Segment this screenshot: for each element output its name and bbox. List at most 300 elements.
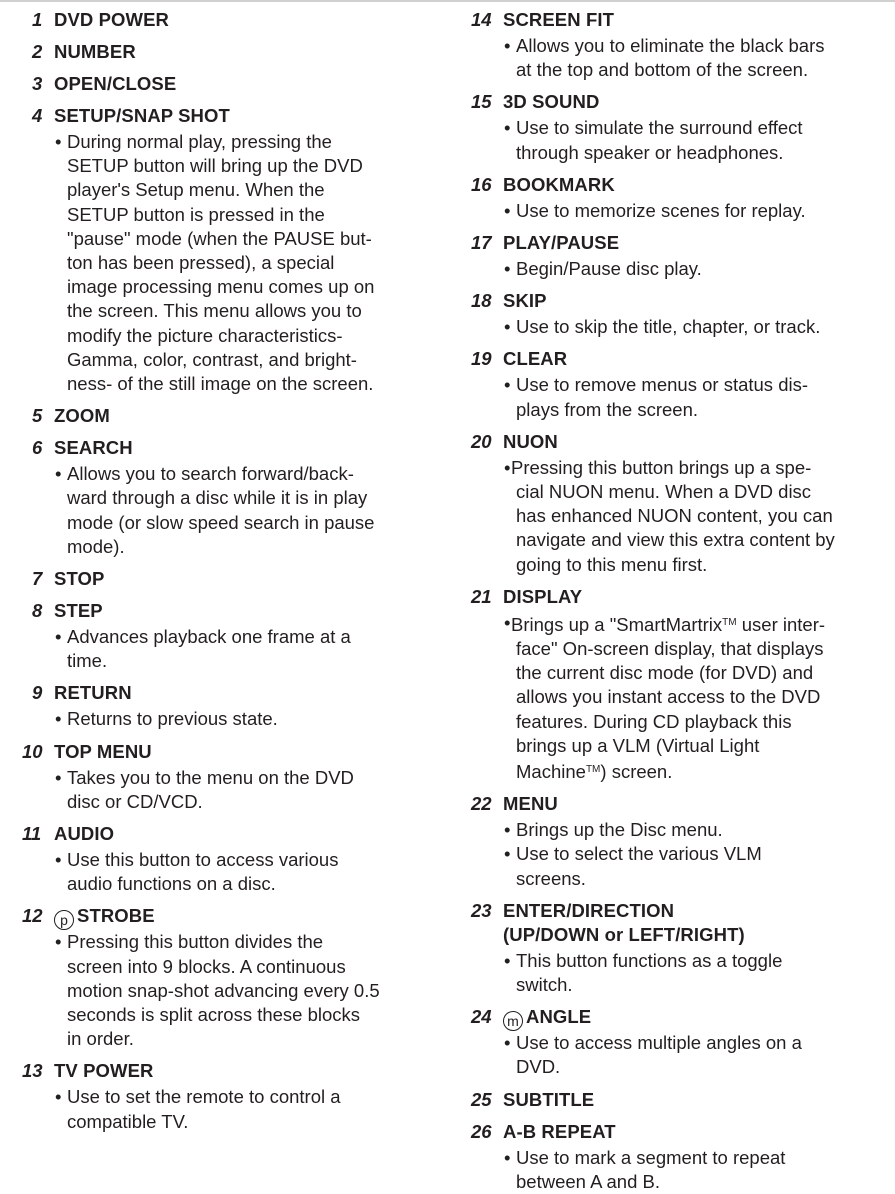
bullet-icon: •	[55, 626, 62, 648]
description-line	[481, 1031, 895, 1055]
entry-heading	[471, 899, 895, 947]
description-text	[67, 707, 442, 731]
description-text-part: Allows you to search forward/back-	[67, 463, 354, 485]
entry-heading	[32, 104, 442, 128]
description-text	[516, 758, 895, 784]
description-text-part: through speaker or headphones.	[516, 141, 784, 163]
description-line	[32, 649, 442, 673]
description-line	[481, 661, 895, 685]
description-line	[481, 58, 895, 82]
button-name: TV POWER	[54, 1060, 154, 1082]
description-text-part: Advances playback one frame at a	[67, 626, 351, 648]
control-entry	[32, 8, 442, 32]
description-text	[516, 1146, 895, 1170]
description-line	[32, 766, 442, 790]
bullet-icon: •	[55, 766, 62, 788]
description-line	[481, 528, 895, 552]
description-line	[481, 818, 895, 842]
description-text-part: modify the picture characteristics-	[67, 324, 343, 346]
entry-number: 5	[32, 405, 43, 427]
description-text	[516, 1031, 895, 1055]
description-line	[481, 1170, 895, 1194]
button-name-continued: (UP/DOWN or LEFT/RIGHT)	[503, 923, 745, 945]
button-name: SETUP/SNAP SHOT	[54, 105, 230, 126]
entry-number: 4	[32, 105, 43, 126]
entry-heading	[471, 8, 895, 32]
description-text-part: compatible TV.	[67, 1110, 189, 1132]
description-line	[481, 373, 895, 397]
description-text-part: Machine	[516, 761, 586, 783]
entry-number: 12	[22, 905, 43, 927]
description-line	[481, 456, 895, 480]
description-text-part: player's Setup menu. When the	[67, 179, 325, 201]
description-text-part: cial NUON menu. When a DVD disc	[516, 481, 812, 503]
description-text	[67, 178, 442, 202]
description-line	[32, 486, 442, 510]
description-text-part: brings up a VLM (Virtual Light	[516, 734, 760, 756]
entry-number: 21	[471, 585, 492, 607]
entry-heading	[32, 404, 442, 428]
description-text	[516, 199, 895, 223]
entry-heading	[22, 904, 442, 929]
control-entry	[22, 740, 442, 814]
description-text	[516, 373, 895, 397]
description-text-part: seconds is split across these blocks	[67, 1004, 361, 1026]
description-text	[511, 611, 895, 637]
control-entry	[471, 1088, 895, 1112]
description-line	[32, 790, 442, 814]
bullet-icon: •	[55, 131, 62, 152]
entry-heading	[22, 740, 442, 764]
description-text-part: Returns to previous state.	[67, 708, 278, 730]
description-text	[67, 1027, 442, 1051]
description-line	[32, 348, 442, 372]
button-name: OPEN/CLOSE	[54, 73, 177, 94]
control-entry	[22, 1059, 442, 1133]
control-entry	[32, 681, 442, 731]
entry-heading	[471, 585, 895, 609]
control-entry	[471, 8, 895, 82]
description-line	[32, 1085, 442, 1109]
control-entry	[32, 599, 442, 673]
entry-heading	[32, 436, 442, 460]
description-line	[32, 203, 442, 227]
description-line	[481, 34, 895, 58]
description-text	[516, 842, 895, 866]
description-text-part: ton has been pressed), a special	[67, 252, 335, 274]
control-entry	[471, 347, 895, 421]
bullet-icon: •	[504, 35, 511, 56]
description-text	[67, 251, 442, 275]
entry-number: 24	[471, 1006, 492, 1028]
description-text-part: mode).	[67, 535, 125, 557]
entry-heading	[471, 1088, 895, 1112]
description-text	[516, 257, 895, 281]
bullet-icon: •	[504, 1146, 511, 1168]
description-line	[481, 398, 895, 422]
description-text-part: Use to memorize scenes for replay.	[516, 199, 806, 221]
description-text-part: motion snap-shot advancing every 0.5	[67, 979, 380, 1001]
description-text-part: allows you instant access to the DVD	[516, 686, 821, 708]
description-line	[32, 299, 442, 323]
button-name: SKIP	[503, 290, 547, 312]
description-text-part: Allows you to eliminate the black bars	[516, 35, 825, 56]
description-line	[481, 637, 895, 661]
m-circle-icon: m	[503, 1011, 523, 1031]
description-text	[67, 154, 442, 178]
button-name: SEARCH	[54, 437, 133, 459]
description-line	[481, 611, 895, 637]
description-line	[32, 275, 442, 299]
description-line	[481, 949, 895, 973]
button-name: RETURN	[54, 682, 132, 704]
bullet-icon: •	[504, 949, 511, 971]
description-text-part: switch.	[516, 974, 573, 996]
description-text	[516, 637, 895, 661]
description-text	[516, 973, 895, 997]
bullet-icon: •	[504, 258, 511, 280]
description-text	[67, 203, 442, 227]
description-text	[516, 480, 895, 504]
entry-heading	[471, 430, 895, 454]
button-name: STROBE	[77, 905, 155, 927]
entry-number: 15	[471, 91, 492, 113]
description-line	[32, 955, 442, 979]
description-line	[481, 315, 895, 339]
description-line	[481, 480, 895, 504]
control-entry	[22, 822, 442, 896]
control-entry	[32, 404, 442, 428]
description-text-part: ward through a disc while it is in play	[67, 487, 368, 509]
button-name: ZOOM	[54, 405, 110, 427]
bullet-icon: •	[504, 843, 511, 865]
button-name: NUON	[503, 430, 558, 452]
description-line	[32, 872, 442, 896]
button-name: CLEAR	[503, 348, 568, 370]
left-column	[22, 8, 442, 1134]
button-name: NUMBER	[54, 41, 136, 62]
entry-heading	[22, 822, 442, 846]
description-line	[32, 1003, 442, 1027]
description-line	[32, 979, 442, 1003]
description-line	[481, 1146, 895, 1170]
description-text-part: Pressing this button brings up a spe-	[511, 456, 812, 478]
trademark-mark: TM	[722, 616, 737, 628]
description-text	[67, 979, 442, 1003]
description-text-part: the current disc mode (for DVD) and	[516, 662, 814, 684]
description-line	[481, 553, 895, 577]
entry-heading	[32, 681, 442, 705]
description-text-part: at the top and bottom of the screen.	[516, 59, 809, 81]
entry-heading	[471, 347, 895, 371]
control-entry	[22, 904, 442, 1051]
description-text	[516, 504, 895, 528]
description-text	[516, 867, 895, 891]
button-name: STEP	[54, 600, 103, 622]
bullet-icon: •	[504, 819, 511, 841]
description-text	[511, 456, 895, 480]
entry-heading	[22, 1059, 442, 1083]
description-text-part: Use to skip the title, chapter, or track.	[516, 316, 821, 338]
description-line	[481, 141, 895, 165]
description-text	[67, 511, 442, 535]
description-text	[67, 324, 442, 348]
top-rule	[0, 0, 895, 2]
description-line	[32, 511, 442, 535]
description-text	[516, 315, 895, 339]
button-name: A-B REPEAT	[503, 1120, 616, 1142]
entry-heading	[32, 72, 442, 96]
description-text	[516, 528, 895, 552]
description-text-part: image processing menu comes up on	[67, 276, 375, 298]
entry-heading	[471, 90, 895, 114]
description-text	[67, 930, 442, 954]
control-entry	[471, 899, 895, 997]
bullet-icon: •	[55, 463, 62, 485]
entry-heading	[32, 8, 442, 32]
bullet-icon: •	[504, 1032, 511, 1054]
description-text-part: SETUP button is pressed in the	[67, 203, 325, 225]
button-name: ANGLE	[526, 1006, 592, 1028]
control-entry	[471, 231, 895, 281]
description-text-part: ) screen.	[600, 761, 673, 783]
description-text	[67, 625, 442, 649]
entry-number: 13	[22, 1060, 43, 1082]
button-name: AUDIO	[54, 823, 115, 845]
entry-number: 6	[32, 437, 43, 459]
button-name: TOP MENU	[54, 740, 152, 762]
entry-number: 23	[471, 899, 492, 921]
description-text	[67, 955, 442, 979]
description-line	[481, 199, 895, 223]
button-name: BOOKMARK	[503, 173, 615, 195]
entry-heading	[471, 792, 895, 816]
button-name: ENTER/DIRECTION	[503, 899, 675, 921]
entry-number: 9	[32, 682, 43, 704]
description-text	[67, 790, 442, 814]
bullet-icon: •	[55, 849, 62, 871]
button-name: SCREEN FIT	[503, 9, 614, 30]
description-text-part: plays from the screen.	[516, 398, 698, 420]
description-text-part: user inter-	[736, 613, 826, 635]
description-text	[67, 848, 442, 872]
control-entry	[471, 90, 895, 164]
description-text-part: navigate and view this extra content by	[516, 529, 835, 551]
description-text	[67, 535, 442, 559]
entry-number: 10	[22, 740, 43, 762]
description-text-part: features. During CD playback this	[516, 710, 792, 732]
entry-number: 19	[471, 348, 492, 370]
description-line	[481, 758, 895, 784]
description-text	[67, 486, 442, 510]
description-line	[481, 685, 895, 709]
description-text-part: face" On-screen display, that displays	[516, 638, 824, 660]
entry-number: 11	[22, 823, 42, 845]
button-name: 3D SOUND	[503, 91, 600, 113]
description-line	[32, 372, 442, 396]
entry-heading	[471, 289, 895, 313]
description-line	[32, 848, 442, 872]
entry-heading	[471, 173, 895, 197]
p-circle-icon: p	[54, 910, 74, 930]
description-text	[67, 227, 442, 251]
description-text-part: "pause" mode (when the PAUSE but-	[67, 227, 372, 249]
bullet-icon: •	[55, 1086, 62, 1108]
description-text-part: DVD.	[516, 1056, 561, 1078]
description-text-part: screens.	[516, 867, 586, 889]
button-name: DVD POWER	[54, 9, 169, 30]
description-text-part: Takes you to the menu on the DVD	[67, 766, 354, 788]
description-text-part: Use to remove menus or status dis-	[516, 374, 808, 396]
description-line	[32, 535, 442, 559]
description-text-part: Gamma, color, contrast, and bright-	[67, 348, 357, 370]
description-text-part: screen into 9 blocks. A continuous	[67, 955, 346, 977]
bullet-icon: •	[504, 316, 511, 338]
description-line	[32, 625, 442, 649]
control-entry	[32, 40, 442, 64]
bullet-icon: •	[504, 117, 511, 139]
control-entry	[471, 585, 895, 784]
description-line	[32, 227, 442, 251]
control-entry	[471, 430, 895, 577]
description-line	[32, 462, 442, 486]
description-text-part: Brings up the Disc menu.	[516, 819, 723, 841]
description-text-part: This button functions as a toggle	[516, 949, 783, 971]
description-text	[516, 398, 895, 422]
description-line	[481, 504, 895, 528]
description-text-part: Use to simulate the surround effect	[516, 117, 803, 139]
description-text-part: between A and B.	[516, 1170, 661, 1192]
control-entry	[471, 289, 895, 339]
description-text	[67, 348, 442, 372]
description-text	[67, 1085, 442, 1109]
entry-number: 7	[32, 568, 43, 590]
description-line	[32, 707, 442, 731]
description-line	[32, 178, 442, 202]
description-line	[481, 710, 895, 734]
description-text-part: Pressing this button divides the	[67, 931, 324, 953]
description-text-part: mode (or slow speed search in pause	[67, 511, 375, 533]
description-line	[32, 1110, 442, 1134]
description-text	[516, 661, 895, 685]
entry-number: 18	[471, 290, 492, 312]
description-text	[516, 818, 895, 842]
description-text	[516, 685, 895, 709]
description-text-part: SETUP button will bring up the DVD	[67, 155, 363, 177]
description-text	[516, 949, 895, 973]
description-text	[516, 553, 895, 577]
button-name: SUBTITLE	[503, 1088, 595, 1110]
description-text	[67, 766, 442, 790]
button-name: STOP	[54, 568, 105, 590]
description-text-part: time.	[67, 650, 108, 672]
description-text	[516, 734, 895, 758]
button-name: PLAY/PAUSE	[503, 232, 620, 254]
description-text-part: Use to select the various VLM	[516, 843, 762, 865]
entry-number: 8	[32, 600, 43, 622]
entry-number: 20	[471, 430, 492, 452]
description-text-part: Begin/Pause disc play.	[516, 258, 702, 280]
entry-number: 26	[471, 1120, 492, 1142]
entry-number: 1	[32, 9, 43, 30]
description-line	[32, 930, 442, 954]
description-line	[481, 116, 895, 140]
control-entry	[32, 104, 442, 396]
control-entry	[471, 1120, 895, 1194]
description-line	[481, 257, 895, 281]
description-text-part: the screen. This menu allows you to	[67, 300, 362, 322]
description-text-part: During normal play, pressing the	[67, 131, 332, 152]
trademark-mark: TM	[585, 764, 601, 776]
description-line	[481, 734, 895, 758]
description-text	[67, 299, 442, 323]
description-text	[516, 1170, 895, 1194]
description-line	[481, 867, 895, 891]
description-line	[32, 154, 442, 178]
description-line	[32, 130, 442, 154]
bullet-icon: •	[55, 708, 62, 730]
description-text-part: in order.	[67, 1028, 134, 1050]
description-line	[32, 324, 442, 348]
description-text	[67, 130, 442, 154]
bullet-icon: •	[55, 931, 62, 953]
entry-number: 17	[471, 232, 492, 254]
control-entry	[471, 792, 895, 891]
description-text-part: going to this menu first.	[516, 553, 708, 575]
entry-number: 16	[471, 173, 492, 195]
control-entry	[32, 72, 442, 96]
description-text	[67, 649, 442, 673]
description-text	[516, 1055, 895, 1079]
description-line	[32, 1027, 442, 1051]
description-text	[67, 462, 442, 486]
description-text-part: audio functions on a disc.	[67, 873, 276, 895]
description-line	[481, 842, 895, 866]
entry-heading	[471, 1120, 895, 1144]
entry-number: 3	[32, 73, 43, 94]
entry-number: 14	[471, 9, 492, 30]
description-text	[67, 1110, 442, 1134]
description-text	[516, 710, 895, 734]
description-text-part: Use to mark a segment to repeat	[516, 1146, 786, 1168]
button-name: DISPLAY	[503, 585, 583, 607]
button-name: MENU	[503, 793, 558, 815]
entry-heading	[471, 231, 895, 255]
entry-number: 22	[471, 793, 492, 815]
entry-heading	[32, 567, 442, 591]
control-entry	[471, 173, 895, 223]
description-text	[67, 372, 442, 396]
description-text-part: Use to access multiple angles on a	[516, 1032, 802, 1054]
description-text	[516, 141, 895, 165]
description-text	[516, 116, 895, 140]
description-text-part: Use this button to access various	[67, 849, 339, 871]
description-text	[516, 58, 895, 82]
description-text	[67, 872, 442, 896]
entry-heading	[32, 599, 442, 623]
bullet-icon: •	[504, 611, 511, 633]
bullet-icon: •	[504, 456, 511, 478]
entry-heading	[471, 1005, 895, 1030]
description-line	[481, 973, 895, 997]
description-text-part: Use to set the remote to control a	[67, 1086, 341, 1108]
right-column	[471, 8, 895, 1194]
description-text-part: Brings up a "SmartMartrix	[511, 613, 723, 635]
description-text-part: has enhanced NUON content, you can	[516, 505, 833, 527]
description-text	[67, 275, 442, 299]
description-line	[32, 251, 442, 275]
description-text-part: disc or CD/VCD.	[67, 790, 203, 812]
